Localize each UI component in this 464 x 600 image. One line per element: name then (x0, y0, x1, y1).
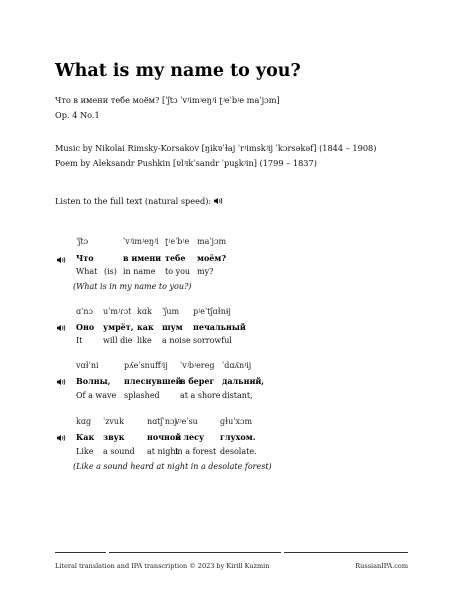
ipa-word: ɑˈnɔ (76, 307, 93, 316)
english-word: at a shore (180, 391, 221, 400)
russian-word: как (137, 322, 154, 332)
ipa-word: pʲeˈtʃɑɫnɨj (193, 307, 231, 316)
ipa-word: ˈʃtɔ (76, 237, 89, 246)
ipa-word: ˈʃum (162, 307, 180, 316)
speaker-icon[interactable] (57, 434, 66, 442)
russian-word: глухом. (220, 432, 256, 442)
russian-word: Что (76, 253, 94, 263)
russian-word: плеснувшей (124, 376, 182, 386)
ipa-word: pʎeˈsnuffʲij (124, 361, 168, 370)
english-word: distant, (222, 391, 253, 400)
english-word: at night (147, 447, 179, 456)
russian-word: тебе (165, 253, 186, 263)
speaker-icon[interactable] (57, 256, 66, 264)
footer-divider (109, 552, 281, 553)
english-word: Of a wave (76, 391, 117, 400)
speaker-icon[interactable] (57, 378, 66, 386)
footer-copyright: Literal translation and IPA transcription © 2023 by Kirill Kuzmin (55, 562, 270, 570)
russian-word: умрёт, (103, 322, 134, 332)
poem-credit: Poem by Aleksandr Pushkin [ɐlʲɪkˈsandr ˈpuʂkʲin] (1799 – 1837) (55, 158, 317, 168)
russian-word: Оно (76, 322, 95, 332)
footer-site-link[interactable]: RussianIPA.com (355, 562, 408, 570)
ipa-word: ʈʲeˈbʲe (165, 237, 190, 246)
english-word: to you (165, 267, 191, 276)
russian-word: дальний, (222, 376, 265, 386)
english-word: desolate. (220, 447, 257, 456)
russian-word: в имени (123, 253, 162, 263)
speaker-icon[interactable] (214, 197, 223, 205)
russian-word: в лесу (175, 432, 205, 442)
english-word: What (76, 267, 98, 276)
russian-word: шум (162, 322, 183, 332)
english-word: splashed (124, 391, 160, 400)
english-word: in name (123, 267, 156, 276)
russian-word: моём? (197, 253, 227, 263)
ipa-word: nɑtʃˈnɔj (147, 417, 177, 426)
ipa-word: ˈvʲbʲereg (180, 361, 215, 370)
english-word: my? (197, 267, 214, 276)
english-word: a sound (103, 447, 135, 456)
english-word: like (137, 336, 152, 345)
page-title: What is my name to you? (55, 61, 301, 81)
ipa-word: uˈmʲɾɔt (103, 307, 132, 316)
subtitle-line: Что в имени тебе моём? [ˈʃtɔ ˈvʲimʲeŋʲi ʈʲeˈbʲe maˈjɔm] (55, 95, 280, 105)
ipa-word: ˈdɑʎnʲij (222, 361, 252, 370)
ipa-word: vɑɫˈni (76, 361, 99, 370)
ipa-word: maˈjɔm (197, 237, 227, 246)
speaker-icon[interactable] (57, 324, 66, 332)
ipa-word: kɑg (76, 417, 92, 426)
english-word: It (76, 336, 83, 345)
russian-word: печальный (193, 322, 246, 332)
ipa-word: kɑk (137, 307, 152, 316)
russian-word: ночной (147, 432, 182, 442)
listen-label: Listen to the full text (natural speed): (55, 196, 212, 206)
line-translation: (What is in my name to you?) (73, 282, 192, 291)
ipa-word: vʲeˈsu (175, 417, 198, 426)
ipa-word: ˈvʲimʲeŋʲi (123, 237, 159, 246)
english-word: (is) (104, 267, 117, 276)
ipa-word: ɡɫuˈxɔm (220, 417, 253, 426)
russian-word: Волны, (76, 376, 111, 386)
english-word: in a forest (175, 447, 217, 456)
russian-word: звук (103, 432, 125, 442)
russian-word: в берег (180, 376, 215, 386)
footer-divider (55, 552, 106, 553)
ipa-word: ˈzvuk (103, 417, 124, 426)
music-credit: Music by Nikolai Rimsky-Korsakov [ŋikɐˈɫaj ˈrʲimskʲij ˈkɔrsəkəf] (1844 – 1908) (55, 143, 377, 153)
listen-row (55, 196, 223, 206)
english-word: a noise (162, 336, 191, 345)
english-word: Like (76, 447, 94, 456)
footer-divider (284, 552, 408, 553)
russian-word: Как (76, 432, 95, 442)
english-word: will die (103, 336, 133, 345)
opus-number: Op. 4 No.1 (55, 110, 100, 120)
line-translation: (Like a sound heard at night in a desolate forest) (73, 462, 272, 471)
english-word: sorrowful (193, 336, 232, 345)
